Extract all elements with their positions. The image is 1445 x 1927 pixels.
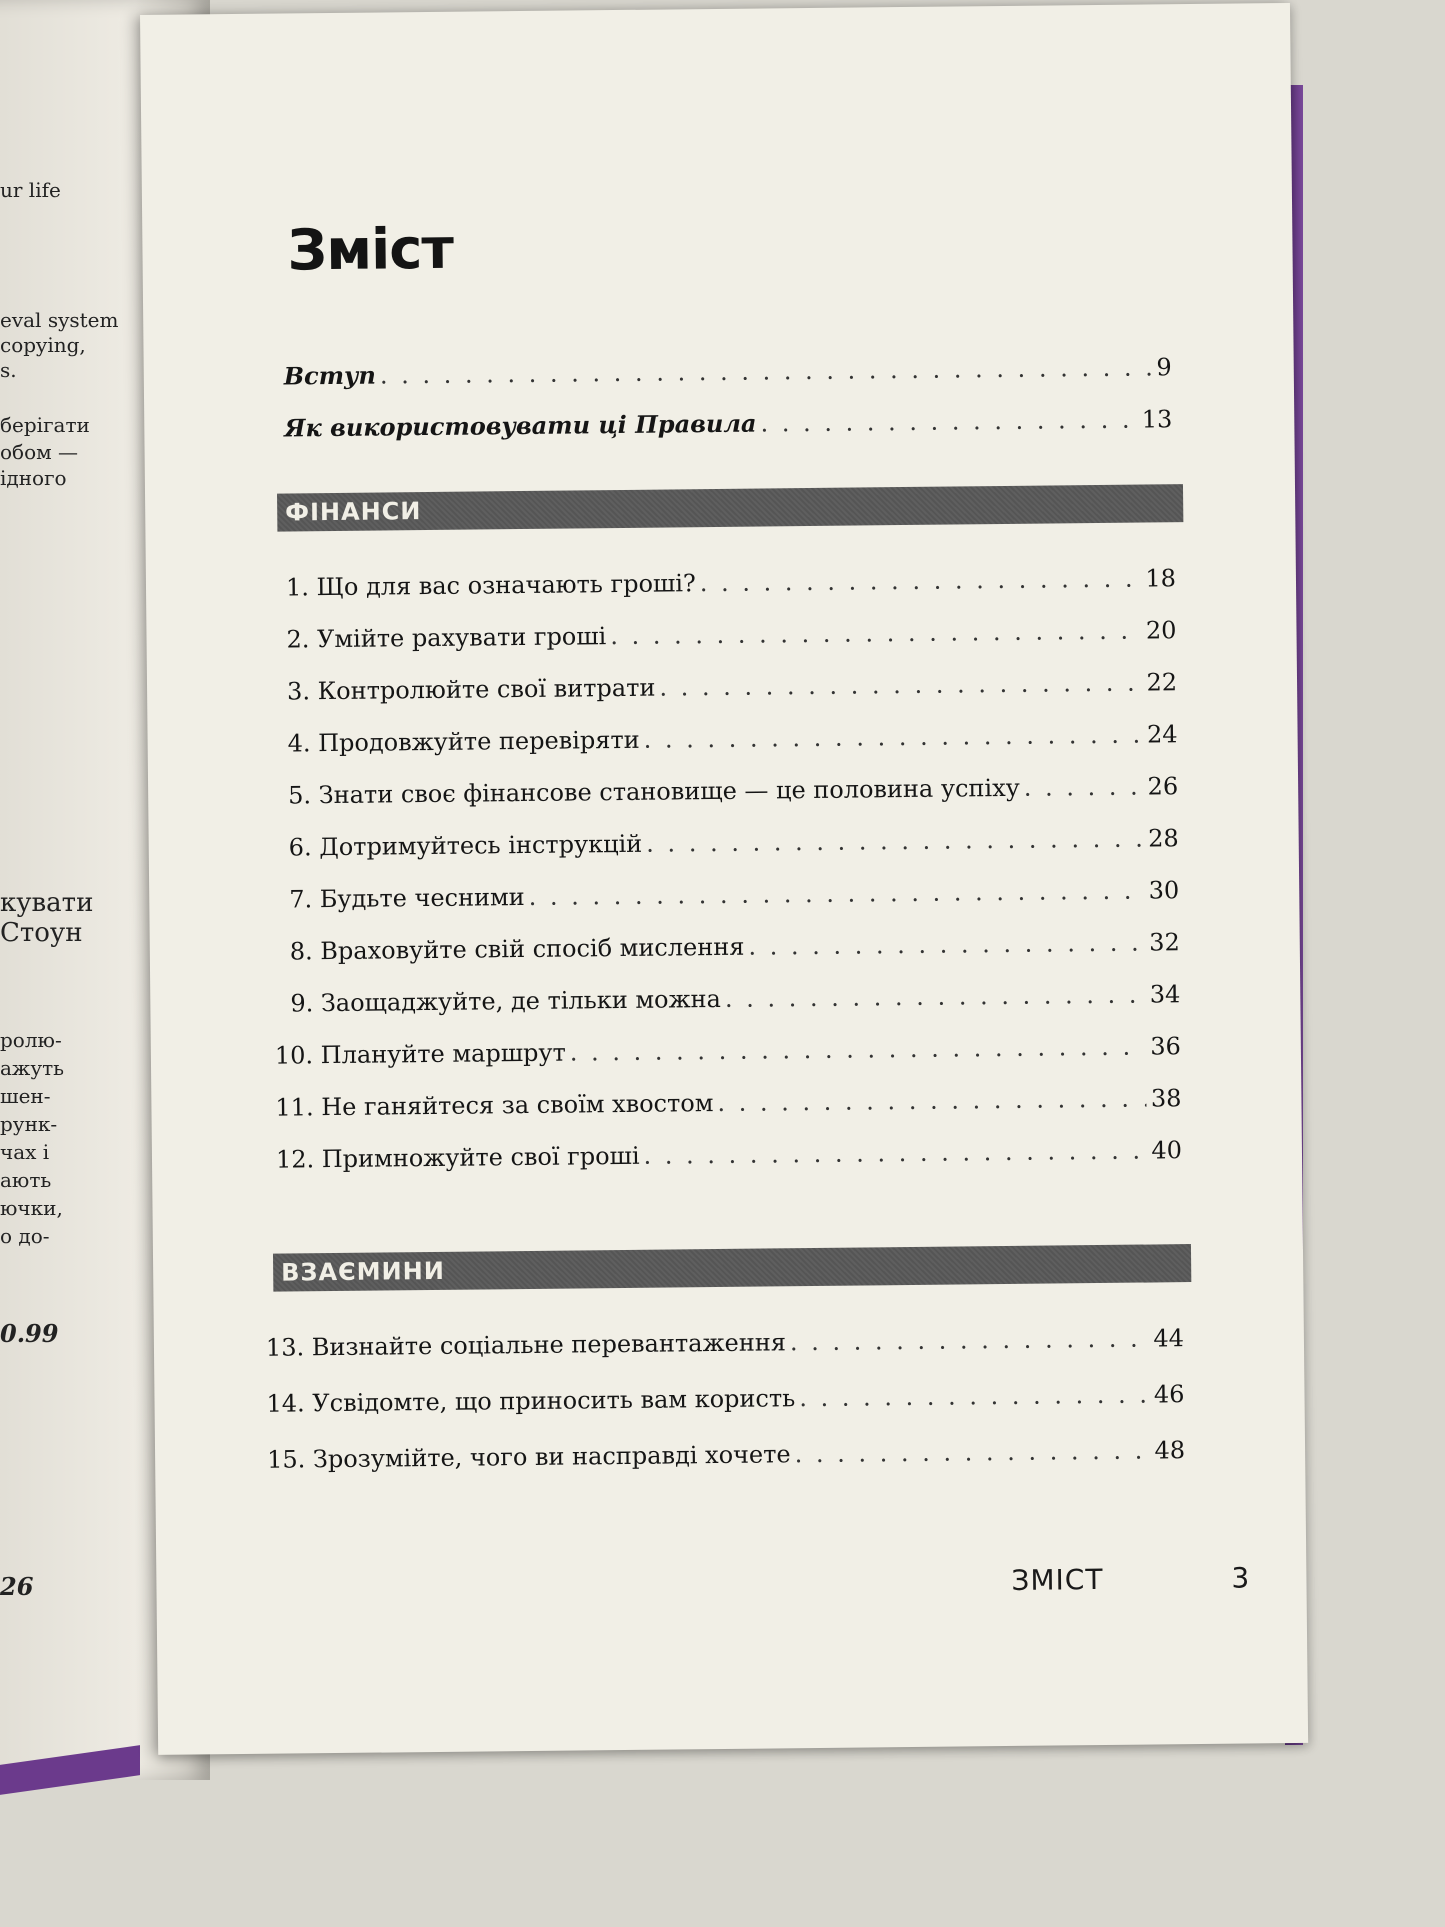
leader-dots — [380, 353, 1153, 389]
contents-page — [140, 3, 1308, 1755]
toc-entry-label: Як використовувати ці Правила — [284, 408, 757, 443]
toc-entry-label: 13. Визнайте соціальне перевантаження — [265, 1328, 787, 1362]
left-fragment: 26 — [0, 1572, 34, 1601]
toc-entry-label: 10. Плануйте маршрут — [274, 1038, 566, 1070]
leader-dots — [1024, 773, 1144, 802]
left-fragment: s. — [0, 358, 17, 382]
toc-entry-page: 34 — [1149, 980, 1181, 1009]
left-fragment: шен- — [0, 1084, 51, 1108]
toc-entry-page: 30 — [1148, 876, 1180, 905]
toc-entry — [289, 876, 1179, 913]
section-header-relationships: ВЗАЄМИНИ — [273, 1244, 1191, 1292]
toc-entry-page: 26 — [1147, 772, 1179, 801]
left-fragment: eval system — [0, 308, 119, 332]
left-fragment: copying, — [0, 333, 86, 357]
toc-entry — [290, 980, 1180, 1017]
toc-entry-label: 6. Дотримуйтесь інструкцій — [288, 829, 643, 862]
toc-entry-label: 14. Усвідомте, що приносить вам користь — [266, 1384, 796, 1418]
toc-entry — [287, 720, 1177, 757]
toc-entry — [290, 928, 1180, 965]
toc-entry-label: 2. Умійте рахувати гроші — [286, 622, 607, 654]
toc-entry-page: 20 — [1145, 616, 1177, 645]
toc-entry — [286, 616, 1176, 653]
section-header-finance: ФІНАНСИ — [277, 484, 1183, 531]
toc-entry — [288, 772, 1178, 809]
page-number: 3 — [1231, 1561, 1250, 1595]
toc-entry-page: 38 — [1150, 1084, 1182, 1113]
toc-entry-page: 32 — [1149, 928, 1180, 957]
left-fragment: о до- — [0, 1224, 50, 1248]
leader-dots — [725, 981, 1146, 1013]
toc-entry-label: 11. Не ганяйтеся за своїм хвостом — [275, 1089, 714, 1122]
leader-dots — [748, 929, 1145, 961]
toc-entry-page: 36 — [1150, 1032, 1182, 1061]
toc-entry-label: 3. Контролюйте свої витрати — [286, 673, 656, 706]
left-fragment: 0.99 — [0, 1319, 59, 1348]
leader-dots — [570, 1033, 1147, 1067]
toc-entry — [275, 1084, 1181, 1121]
left-fragment: Стоун — [0, 918, 83, 948]
left-fragment: ажуть — [0, 1056, 65, 1080]
toc-entry — [289, 824, 1179, 861]
toc-entry-page: 18 — [1145, 564, 1177, 593]
toc-entry-page: 9 — [1156, 353, 1172, 382]
toc-entry-page: 13 — [1141, 405, 1173, 434]
leader-dots — [643, 1137, 1147, 1170]
leader-dots — [529, 877, 1145, 911]
leader-dots — [659, 669, 1142, 702]
leader-dots — [799, 1381, 1150, 1413]
left-fragment: ають — [0, 1168, 52, 1192]
toc-entry-page: 24 — [1146, 720, 1178, 749]
toc-entry-page: 22 — [1146, 668, 1178, 697]
left-fragment: ur life — [0, 178, 61, 202]
leader-dots — [610, 617, 1142, 651]
toc-entry — [284, 404, 1172, 442]
toc-entry-page: 28 — [1147, 824, 1179, 853]
toc-entry-label: 15. Зрозумійте, чого ви насправді хочете — [266, 1440, 791, 1474]
left-fragment: обом — — [0, 440, 79, 464]
left-fragment: ідного — [0, 466, 67, 490]
leader-dots — [717, 1085, 1147, 1117]
toc-entry-label: 7. Будьте чесними — [289, 883, 525, 914]
left-fragment: ючки, — [0, 1196, 63, 1220]
toc-entry — [287, 668, 1177, 705]
toc-entry-label: 8. Враховуйте свій спосіб мислення — [289, 932, 745, 966]
toc-entry — [276, 1136, 1182, 1173]
left-fragment: чах і — [0, 1140, 50, 1164]
toc-entry — [275, 1032, 1181, 1069]
toc-entry-label: 4. Продовжуйте перевіряти — [287, 725, 640, 758]
left-fragment: кувати — [0, 888, 94, 918]
toc-entry-page: 40 — [1151, 1136, 1183, 1165]
leader-dots — [790, 1325, 1150, 1357]
leader-dots — [700, 565, 1142, 598]
toc-entry-label: 1. Що для вас означають гроші? — [285, 569, 696, 602]
toc-entry-label: 9. Заощаджуйте, де тільки можна — [290, 984, 722, 1018]
left-fragment: рунк- — [0, 1112, 58, 1136]
toc-entry — [286, 564, 1176, 601]
leader-dots — [760, 406, 1138, 438]
leader-dots — [646, 825, 1144, 858]
leader-dots — [794, 1436, 1150, 1468]
toc-entry-page: 46 — [1153, 1380, 1185, 1409]
toc-entry-label: Вступ — [283, 360, 377, 391]
toc-entry — [266, 1380, 1184, 1418]
leader-dots — [644, 721, 1144, 754]
toc-entry — [284, 352, 1172, 390]
toc-entry-page: 44 — [1153, 1324, 1185, 1353]
running-title: ЗМІСТ — [1011, 1562, 1104, 1597]
left-fragment: ролю- — [0, 1028, 62, 1052]
toc-entry-page: 48 — [1154, 1436, 1186, 1465]
left-fragment: берігати — [0, 413, 90, 437]
toc-entry-label: 12. Примножуйте свої гроші — [275, 1141, 640, 1174]
page-title: Зміст — [287, 216, 454, 284]
toc-entry — [267, 1436, 1185, 1474]
toc-entry — [266, 1324, 1184, 1362]
toc-entry-label: 5. Знати своє фінансове становище — це половина успіху — [288, 773, 1020, 810]
